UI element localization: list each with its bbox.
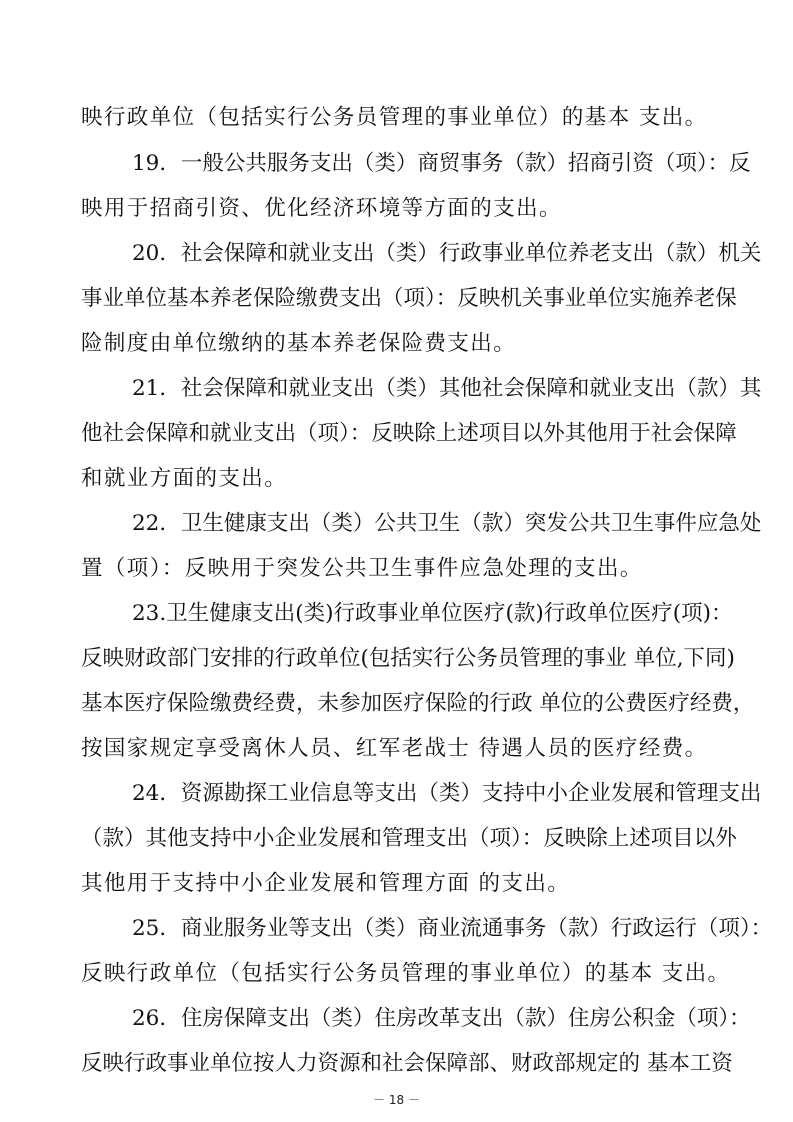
text-line: 23.卫生健康支出(类)行政事业单位医疗(款)行政单位医疗(项)： xyxy=(132,601,733,626)
text-line: 反映财政部门安排的行政单位(包括实行公务员管理的事业 单位,下同) xyxy=(81,646,735,671)
text-line: 按国家规定享受离休人员、红军老战士 待遇人员的医疗经费。 xyxy=(81,736,708,761)
text-line: 他社会保障和就业支出（项）：反映除上述项目以外其他用于社会保障 xyxy=(81,421,737,446)
text-line: 险制度由单位缴纳的基本养老保险费支出。 xyxy=(81,331,517,356)
text-line: 19．一般公共服务支出（类）商贸事务（款）招商引资（项）：反 xyxy=(132,151,751,176)
text-line: 和就业方面的支出。 xyxy=(81,466,288,491)
text-line: 置（项）：反映用于突发公共卫生事件应急处理的支出。 xyxy=(81,556,643,581)
text-line: 反映行政单位（包括实行公务员管理的事业单位）的基本 支出。 xyxy=(81,961,731,986)
text-line: 21．社会保障和就业支出（类）其他社会保障和就业支出（款）其 xyxy=(132,376,762,401)
text-line: 22．卫生健康支出（类）公共卫生（款）突发公共卫生事件应急处 xyxy=(132,511,762,536)
text-line: 映用于招商引资、优化经济环境等方面的支出。 xyxy=(81,196,562,221)
text-line: 事业单位基本养老保险缴费支出（项）：反映机关事业单位实施养老保 xyxy=(81,286,737,311)
text-line: 反映行政事业单位按人力资源和社会保障部、财政部规定的 基本工资 xyxy=(81,1051,733,1076)
text-line: 映行政单位（包括实行公务员管理的事业单位）的基本 支出。 xyxy=(81,105,708,130)
text-line: 20．社会保障和就业支出（类）行政事业单位养老支出（款）机关 xyxy=(132,241,762,266)
text-line: 25．商业服务业等支出（类）商业流通事务（款）行政运行（项）： xyxy=(132,916,773,941)
page-number: － 18 － xyxy=(373,1093,420,1107)
text-line: （款）其他支持中小企业发展和管理支出（项）：反映除上述项目以外 xyxy=(81,826,737,851)
text-line: 基本医疗保险缴费经费，未参加医疗保险的行政 单位的公费医疗经费， xyxy=(81,691,755,716)
text-line: 其他用于支持中小企业发展和管理方面 的支出。 xyxy=(81,871,571,896)
text-line: 26．住房保障支出（类）住房改革支出（款）住房公积金（项）： xyxy=(132,1006,751,1031)
text-line: 24．资源勘探工业信息等支出（类）支持中小企业发展和管理支出 xyxy=(132,781,762,806)
